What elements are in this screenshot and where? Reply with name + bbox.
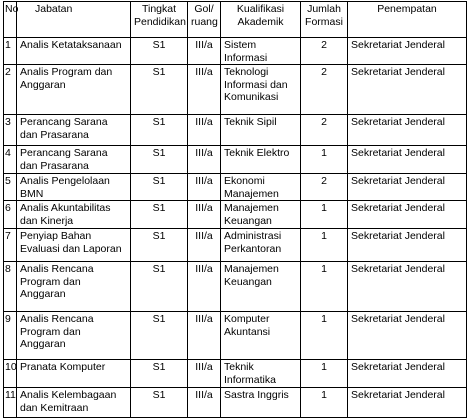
cell-tingkat-pendidikan: S1 xyxy=(131,388,188,418)
cell-no: 7 xyxy=(4,229,17,262)
header-tingkat-pendidikan: Tingkat Pendidikan xyxy=(131,2,188,38)
cell-tingkat-pendidikan: S1 xyxy=(131,312,188,360)
cell-kualifikasi-akademik: Sastra Inggris xyxy=(221,388,301,418)
cell-no: 5 xyxy=(4,174,17,201)
cell-kualifikasi-akademik: Komputer Akuntansi xyxy=(221,312,301,360)
cell-jumlah-formasi: 1 xyxy=(301,201,348,229)
cell-no: 3 xyxy=(4,115,17,146)
cell-kualifikasi-akademik: Teknik Sipil xyxy=(221,115,301,146)
cell-gol-ruang: III/a xyxy=(188,146,221,174)
cell-gol-ruang: III/a xyxy=(188,229,221,262)
cell-no: 1 xyxy=(4,38,17,65)
cell-gol-ruang: III/a xyxy=(188,201,221,229)
cell-tingkat-pendidikan: S1 xyxy=(131,262,188,312)
cell-penempatan: Sekretariat Jenderal xyxy=(348,312,467,360)
cell-no: 4 xyxy=(4,146,17,174)
cell-penempatan: Sekretariat Jenderal xyxy=(348,262,467,312)
cell-tingkat-pendidikan: S1 xyxy=(131,360,188,388)
cell-jumlah-formasi: 1 xyxy=(301,312,348,360)
cell-no: 2 xyxy=(4,65,17,115)
table-row xyxy=(4,65,467,115)
cell-no: 6 xyxy=(4,201,17,229)
header-penempatan: Penempatan xyxy=(348,2,467,38)
cell-kualifikasi-akademik: Sistem Informasi xyxy=(221,38,301,65)
cell-jumlah-formasi: 1 xyxy=(301,146,348,174)
cell-jumlah-formasi: 2 xyxy=(301,65,348,115)
cell-jumlah-formasi: 1 xyxy=(301,262,348,312)
cell-jabatan: Analis Rencana Program dan Anggaran xyxy=(17,262,131,312)
cell-gol-ruang: III/a xyxy=(188,174,221,201)
header-no: No xyxy=(4,2,17,38)
cell-jabatan: Analis Rencana Program dan Anggaran xyxy=(17,312,131,360)
table-row xyxy=(4,360,467,388)
cell-penempatan: Sekretariat Jenderal xyxy=(348,201,467,229)
cell-gol-ruang: III/a xyxy=(188,388,221,418)
cell-gol-ruang: III/a xyxy=(188,115,221,146)
table-row xyxy=(4,174,467,201)
cell-jabatan: Analis Kelembagaan dan Kemitraan xyxy=(17,388,131,418)
cell-jumlah-formasi: 1 xyxy=(301,229,348,262)
cell-jabatan: Analis Ketataksanaan xyxy=(17,38,131,65)
cell-gol-ruang: III/a xyxy=(188,65,221,115)
table-row xyxy=(4,312,467,360)
cell-penempatan: Sekretariat Jenderal xyxy=(348,115,467,146)
cell-tingkat-pendidikan: S1 xyxy=(131,65,188,115)
cell-no: 10 xyxy=(4,360,17,388)
table-row xyxy=(4,146,467,174)
cell-jumlah-formasi: 2 xyxy=(301,174,348,201)
cell-no: 8 xyxy=(4,262,17,312)
table-row xyxy=(4,229,467,262)
cell-penempatan: Sekretariat Jenderal xyxy=(348,229,467,262)
cell-jabatan: Penyiap Bahan Evaluasi dan Laporan xyxy=(17,229,131,262)
cell-penempatan: Sekretariat Jenderal xyxy=(348,174,467,201)
header-gol-ruang: Gol/ ruang xyxy=(188,2,221,38)
cell-penempatan: Sekretariat Jenderal xyxy=(348,65,467,115)
cell-tingkat-pendidikan: S1 xyxy=(131,201,188,229)
cell-jumlah-formasi: 1 xyxy=(301,360,348,388)
cell-gol-ruang: III/a xyxy=(188,262,221,312)
header-jumlah-formasi: Jumlah Formasi xyxy=(301,2,348,38)
cell-kualifikasi-akademik: Manajemen Keuangan xyxy=(221,262,301,312)
cell-kualifikasi-akademik: Manajemen Keuangan xyxy=(221,201,301,229)
cell-tingkat-pendidikan: S1 xyxy=(131,146,188,174)
cell-jumlah-formasi: 1 xyxy=(301,388,348,418)
cell-penempatan: Sekretariat Jenderal xyxy=(348,360,467,388)
cell-penempatan: Sekretariat Jenderal xyxy=(348,146,467,174)
cell-tingkat-pendidikan: S1 xyxy=(131,115,188,146)
header-kualifikasi-akademik: Kualifikasi Akademik xyxy=(221,2,301,38)
cell-kualifikasi-akademik: Administrasi Perkantoran xyxy=(221,229,301,262)
cell-jabatan: Perancang Sarana dan Prasarana xyxy=(17,115,131,146)
cell-jabatan: Analis Akuntabilitas dan Kinerja xyxy=(17,201,131,229)
table-row xyxy=(4,115,467,146)
cell-tingkat-pendidikan: S1 xyxy=(131,229,188,262)
cell-gol-ruang: III/a xyxy=(188,38,221,65)
cell-penempatan: Sekretariat Jenderal xyxy=(348,38,467,65)
cell-no: 9 xyxy=(4,312,17,360)
cell-no: 11 xyxy=(4,388,17,418)
table-row xyxy=(4,201,467,229)
table-row xyxy=(4,262,467,312)
cell-gol-ruang: III/a xyxy=(188,360,221,388)
cell-kualifikasi-akademik: Teknologi Informasi dan Komunikasi xyxy=(221,65,301,115)
formasi-table xyxy=(3,1,467,418)
header-row xyxy=(4,2,467,38)
cell-tingkat-pendidikan: S1 xyxy=(131,38,188,65)
cell-jumlah-formasi: 2 xyxy=(301,38,348,65)
cell-kualifikasi-akademik: Teknik Elektro xyxy=(221,146,301,174)
cell-jabatan: Analis Program dan Anggaran xyxy=(17,65,131,115)
cell-kualifikasi-akademik: Ekonomi Manajemen xyxy=(221,174,301,201)
table-body xyxy=(4,38,467,418)
cell-jumlah-formasi: 2 xyxy=(301,115,348,146)
cell-jabatan: Analis Pengelolaan BMN xyxy=(17,174,131,201)
table-row xyxy=(4,38,467,65)
cell-gol-ruang: III/a xyxy=(188,312,221,360)
cell-jabatan: Perancang Sarana dan Prasarana xyxy=(17,146,131,174)
cell-penempatan: Sekretariat Jenderal xyxy=(348,388,467,418)
table-row xyxy=(4,388,467,418)
cell-tingkat-pendidikan: S1 xyxy=(131,174,188,201)
header-jabatan: Jabatan xyxy=(17,2,131,38)
cell-kualifikasi-akademik: Teknik Informatika xyxy=(221,360,301,388)
cell-jabatan: Pranata Komputer xyxy=(17,360,131,388)
